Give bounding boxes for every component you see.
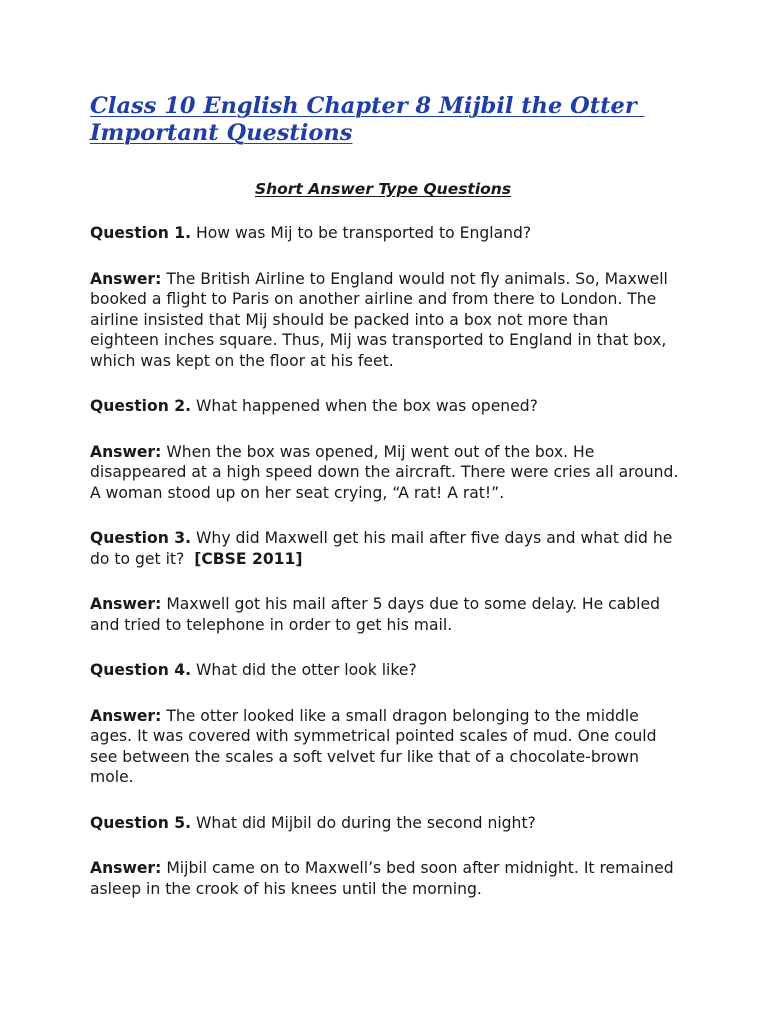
answer-4-label: Answer: xyxy=(90,706,162,725)
answer-4-text: The otter looked like a small dragon belonging to the middle ages. It was covered with symmetrical pointed scales of mud. One could see between the scales a soft velvet fur like that of a chocolate-brown mole. xyxy=(90,706,657,786)
answer-1-text: The British Airline to England would not fly animals. So, Maxwell booked a flight to Paris on another airline and from there to London. The airline insisted that Mij should be packed into a box not more than eighteen inches square. Thus, Mij was transported to England in that box, which was kept on the floor at his feet. xyxy=(90,269,668,370)
question-3-tag: [CBSE 2011] xyxy=(194,549,303,568)
page-title: Class 10 English Chapter 8 Mijbil the Otter Important Questions xyxy=(90,93,637,146)
question-5 xyxy=(90,813,680,834)
question-3-label: Question 3. xyxy=(90,529,192,547)
answer-5-label: Answer: xyxy=(90,859,162,877)
question-1 xyxy=(90,223,680,244)
answer-1 xyxy=(90,269,680,372)
section-heading: Short Answer Type Questions xyxy=(254,180,512,198)
question-3-text: Why did Maxwell get his mail after five days and what did he do to get it? xyxy=(90,529,673,568)
question-4 xyxy=(90,660,680,681)
answer-1-label: Answer: xyxy=(90,269,162,288)
answer-5 xyxy=(90,858,680,899)
question-3 xyxy=(90,528,680,569)
question-4-label: Question 4. xyxy=(90,661,192,679)
answer-3-text: Maxwell got his mail after 5 days due to some delay. He cabled and tried to telephone in order to get his mail. xyxy=(90,595,660,634)
answer-4 xyxy=(90,706,680,788)
question-2-label: Question 2. xyxy=(90,397,192,415)
answer-3 xyxy=(90,594,680,635)
answer-5-text: Mijbil came on to Maxwell’s bed soon after midnight. It remained asleep in the crook of his knees until the morning. xyxy=(90,859,674,898)
question-4-text: What did the otter look like? xyxy=(196,661,417,679)
answer-2-text: When the box was opened, Mij went out of the box. He disappeared at a high speed down the aircraft. There were cries all around. A woman stood up on her seat crying, “A rat! A rat!”. xyxy=(90,442,679,502)
question-2-text: What happened when the box was opened? xyxy=(196,397,538,415)
question-2 xyxy=(90,396,680,417)
answer-3-label: Answer: xyxy=(90,595,162,613)
question-1-text: How was Mij to be transported to England? xyxy=(196,224,532,242)
question-1-label: Question 1. xyxy=(90,224,192,242)
question-5-label: Question 5. xyxy=(90,813,192,832)
answer-2 xyxy=(90,442,680,504)
question-5-text: What did Mijbil do during the second night? xyxy=(196,813,536,832)
answer-2-label: Answer: xyxy=(90,442,162,461)
document-body xyxy=(90,93,680,899)
